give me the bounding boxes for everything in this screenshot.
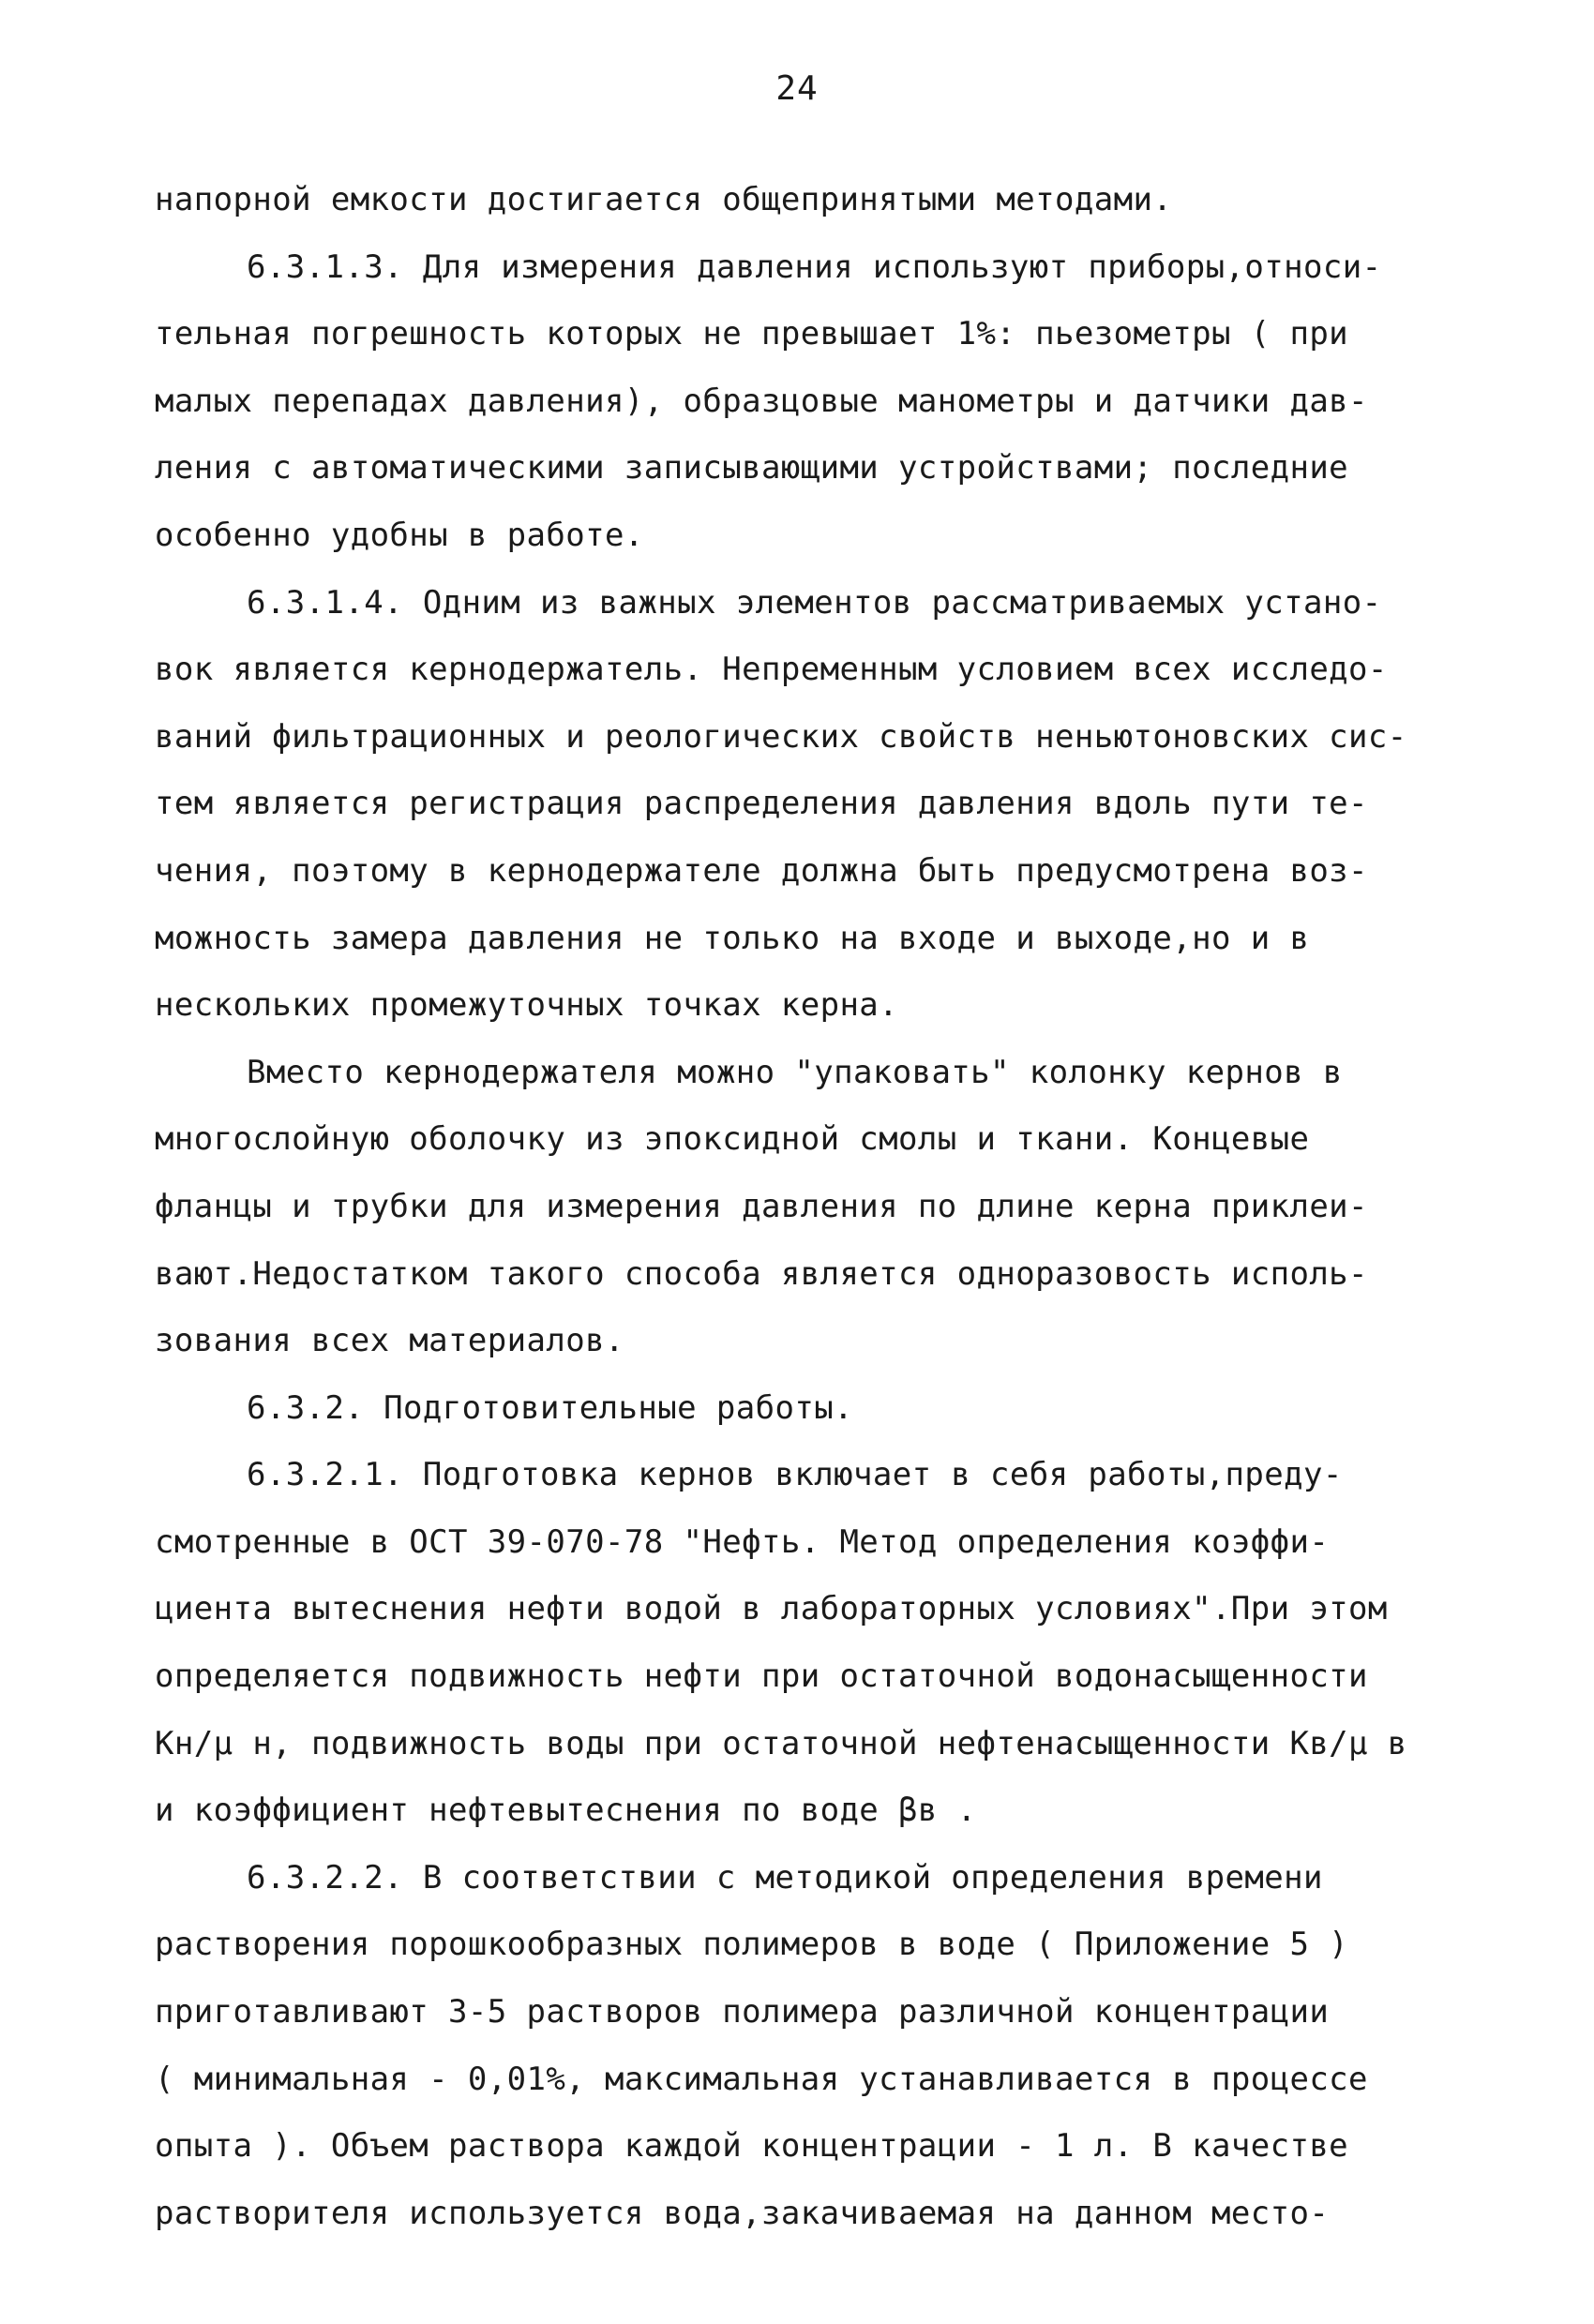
text-line: Вместо кернодержателя можно "упаковать" колонку кернов в — [247, 1053, 1343, 1091]
text-line: и коэффициент нефтевытеснения по воде βв . — [155, 1792, 977, 1830]
text-line: малых перепадах давления), образцовые манометры и датчики дав- — [155, 382, 1368, 420]
text-line: ( минимальная - 0,01%, максимальная устанавливается в процессе — [155, 2060, 1368, 2098]
text-line: 6.3.2. Подготовительные работы. — [247, 1388, 853, 1427]
text-line: можность замера давления не только на входе и выходе,но и в — [155, 919, 1310, 957]
text-line: ваний фильтрационных и реологических свойств неньютоновских сис- — [155, 717, 1407, 756]
text-line: растворения порошкообразных полимеров в воде ( Приложение 5 ) — [155, 1926, 1349, 1964]
text-line: тем является регистрация распределения давления вдоль пути те- — [155, 785, 1368, 823]
text-line: многослойную оболочку из эпоксидной смолы и ткани. Концевые — [155, 1120, 1310, 1159]
text-line: растворителя используется вода,закачиваемая на данном место- — [155, 2194, 1330, 2232]
text-line: 6.3.2.1. Подготовка кернов включает в себя работы,преду- — [247, 1456, 1343, 1494]
text-line: Кн/μ н, подвижность воды при остаточной нефтенасыщенности Кв/μ в — [155, 1724, 1407, 1762]
body-text — [155, 167, 1486, 2247]
text-line: тельная погрешность которых не превышает 1%: пьезометры ( при — [155, 315, 1349, 353]
text-line: 6.3.1.3. Для измерения давления используют приборы,относи- — [247, 247, 1382, 286]
text-line: 6.3.1.4. Одним из важных элементов рассматриваемых устано- — [247, 583, 1382, 622]
text-line: нескольких промежуточных точках керна. — [155, 986, 899, 1025]
text-line: вок является кернодержатель. Непременным условием всех исследо- — [155, 651, 1388, 689]
text-line: приготавливают 3-5 растворов полимера различной концентрации — [155, 1993, 1330, 2032]
text-line: 6.3.2.2. В соответствии с методикой определения времени — [247, 1858, 1323, 1897]
text-line: смотренные в ОСТ 39-070-78 "Нефть. Метод определения коэффи- — [155, 1522, 1330, 1561]
text-line: фланцы и трубки для измерения давления по длине керна приклеи- — [155, 1187, 1368, 1225]
text-line: напорной емкости достигается общепринятыми методами. — [155, 181, 1173, 218]
text-line: циента вытеснения нефти водой в лабораторных условиях".При этом — [155, 1590, 1388, 1628]
text-line: особенно удобны в работе. — [155, 516, 644, 554]
text-line: опыта ). Объем раствора каждой концентрации - 1 л. В качестве — [155, 2127, 1349, 2166]
page-number: 24 — [775, 69, 819, 108]
text-line: вают.Недостатком такого способа является одноразовость исполь- — [155, 1254, 1368, 1293]
text-line: определяется подвижность нефти при остаточной водонасыщенности — [155, 1657, 1368, 1696]
text-line: чения, поэтому в кернодержателе должна быть предусмотрена воз- — [155, 851, 1368, 890]
text-line: ления с автоматическими записывающими устройствами; последние — [155, 449, 1349, 487]
text-line: зования всех материалов. — [155, 1322, 624, 1360]
